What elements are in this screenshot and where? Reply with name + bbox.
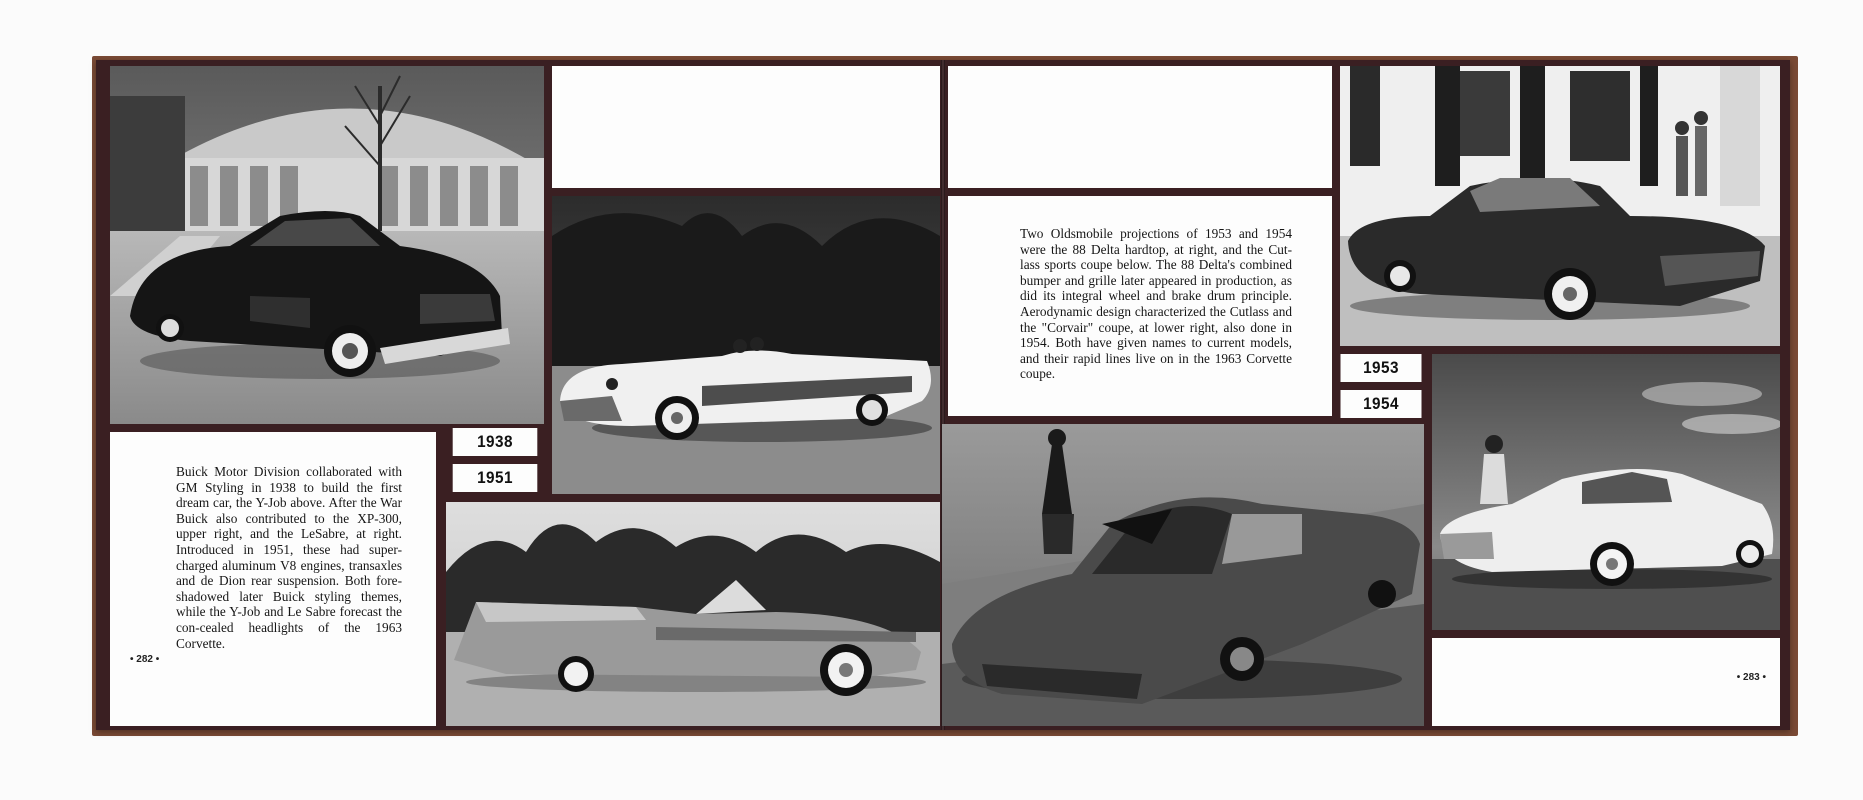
page-number-right: • 283 • — [1736, 672, 1766, 683]
caption-right-text: Two Oldsmobile projections of 1953 and 1954 were the 88 Delta hardtop, at right, and the Cut-lass sports coupe below. The 88 Delta's combined bumper and grille later appeared in production, as did its integral wheel and brake drum principle. Aerodynamic design characterized the Cutlass and the "Corvair" coupe, at lower right, also done in 1954. Both have given names to current models, and their rapid lines live on in the 1963 Corvette coupe. — [1020, 226, 1292, 382]
page-number-left: • 282 • — [130, 654, 160, 665]
page-number-panel-right — [1432, 638, 1780, 726]
caption-left-text: Buick Motor Division collaborated with GM Styling in 1938 to build the first dream car, the Y-Job above. After the War Buick also contributed to the XP-300, upper right, and the LeSabre, at right. Introduced in 1951, these had super-charged aluminum V8 engines, transaxles and de Dion rear suspension. Both fore-shadowed later Buick styling themes, while the Y-Job and Le Sabre forecast the con-cealed headlights of the 1963 Corvette. — [176, 464, 402, 651]
year-label-1938: 1938 — [453, 428, 538, 456]
photo-1954-cutlass — [942, 424, 1424, 726]
year-label-1954: 1954 — [1341, 390, 1422, 418]
caption-panel-left — [110, 432, 436, 726]
blank-panel-left-top — [552, 66, 940, 188]
year-label-1953: 1953 — [1341, 354, 1422, 382]
caption-left — [176, 464, 402, 651]
caption-right — [1020, 226, 1292, 382]
year-label-1951: 1951 — [453, 464, 538, 492]
open-book — [96, 60, 1790, 730]
blank-panel-right-top — [948, 66, 1332, 188]
photo-1951-xp300 — [552, 196, 940, 494]
photo-1938-y-job — [110, 66, 544, 424]
caption-panel-right — [948, 196, 1332, 416]
photo-1951-lesabre — [446, 502, 940, 726]
photo-1954-corvair-coupe — [1432, 354, 1780, 630]
photo-1953-88-delta — [1340, 66, 1780, 346]
